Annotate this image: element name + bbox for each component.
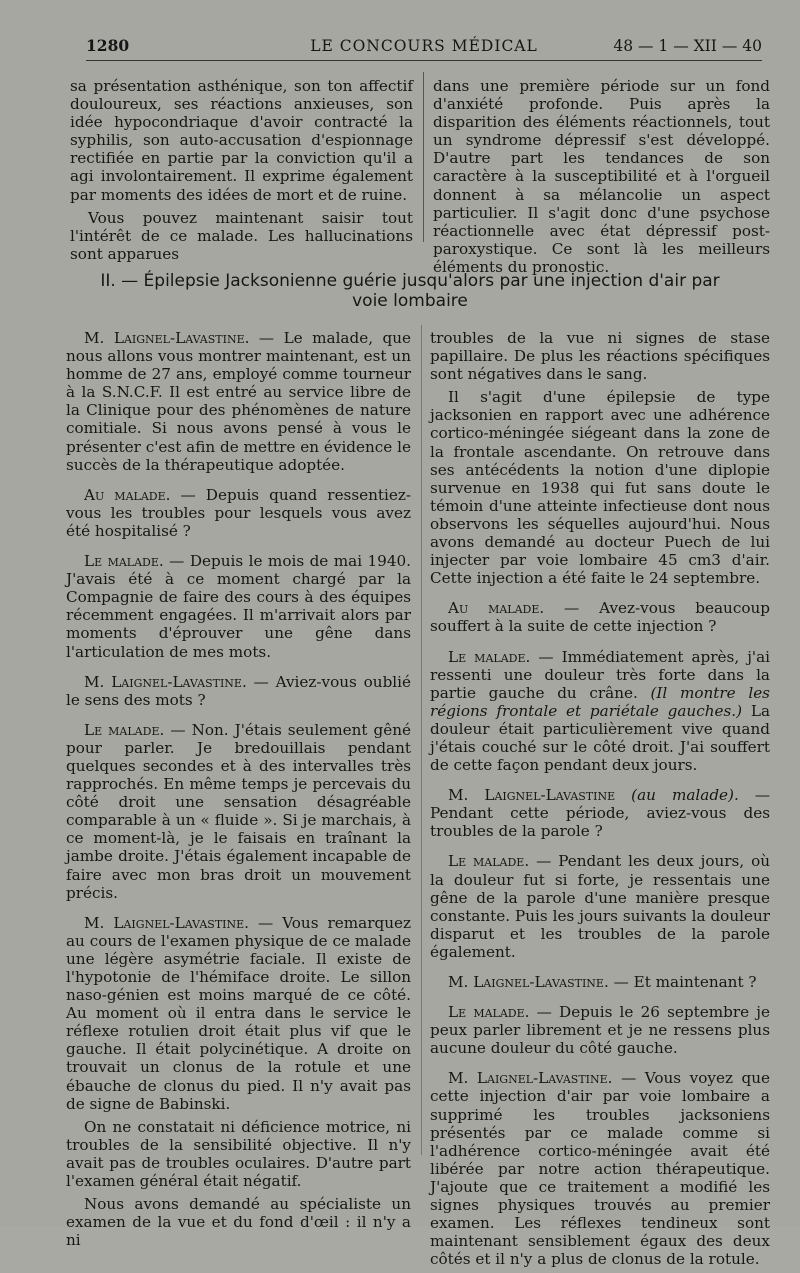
speech: — Pendant les deux jours, où la douleur fut si forte, je ressentais une gêne de la parole d'une manière presque constante. Puis les jours suivants la douleur disparut et les troubles de la parole également. [430, 852, 770, 961]
page-number: 1280 [86, 36, 130, 55]
speaker: M. Laignel-Lavastine. [84, 329, 250, 347]
paragraph: Vous pouvez maintenant saisir tout l'intérêt de ce malade. Les hallucinations sont apparues [70, 208, 413, 263]
speaker: Le malade. [448, 852, 530, 871]
paragraph: sa présentation asthénique, son ton affectif douloureux, ses réactions anxieuses, son idée hypocondriaque d'avoir contracté la syphilis, son auto-accusation d'espionnage rectifiée en partie par la conviction qu'il a agi involontairement. Il exprime également par moments des idées de mort et de ruine. [70, 77, 413, 204]
speech: — Vous voyez que cette injection d'air par voie lombaire a supprimé les troubles jacksoniens présentés par ce malade comme si l'adhérence cortico-méningée avait été libérée par notre action thérapeutique. J'ajoute que ce traitement a modifié les signes physiques trouvés au premier examen. Les réflexes tendineux sont maintenant sensiblement égaux des deux côtés et il n'y a plus de clonus de la rotule. [430, 1069, 770, 1269]
dialogue-paragraph [66, 552, 411, 661]
speech: — Le malade, que nous allons vous montrer maintenant, est un homme de 27 ans, employé comme tourneur à la S.N.C.F. Il est entré au service libre de la Clinique pour des phénomènes de nature comitiale. Si nous avons pensé à vous le présenter c'est afin de mettre en évidence le succès de la thérapeutique adoptée. [66, 329, 411, 474]
issue-info: 48 — 1 — XII — 40 [613, 37, 762, 55]
speaker: Au malade. [84, 485, 171, 504]
speaker: M. Laignel-Lavastine. [448, 1069, 613, 1088]
stage-direction: (Il montre les régions frontale et pariétale gauches.) [430, 683, 770, 720]
bottom-right-column [430, 329, 770, 1273]
top-left-column [70, 77, 413, 268]
column-divider [421, 325, 422, 1155]
section-title: II. — Épilepsie Jacksonienne guérie jusqu'alors par une injection d'air par voie lombaire [100, 271, 720, 311]
speaker: Le malade. [84, 552, 164, 571]
dialogue-paragraph [66, 486, 411, 540]
speech: — Aviez-vous oublié le sens des mots ? [66, 672, 411, 709]
speech: — Et maintenant ? [608, 973, 757, 991]
speaker: Au malade. [448, 599, 545, 618]
running-header [86, 36, 762, 61]
paragraph: troubles de la vue ni signes de stase papillaire. De plus les réactions spécifiques sont négatives dans le sang. [430, 329, 770, 384]
speech: — Non. J'étais seulement gêné pour parler. Je bredouillais pendant quelques secondes et à des intervalles très rapprochés. En même temps je percevais du côté droit une sensation désagréable comparable à un « fluide ». Si je marchais, à ce moment-là, je le faisais en traînant la jambe droite. J'étais également incapable de faire avec mon bras droit un mouvement précis. [66, 720, 411, 902]
speaker: M. Laignel-Lavastine. [84, 913, 249, 932]
dialogue-paragraph [66, 673, 411, 709]
speech: — Depuis le 26 septembre je peux parler librement et je ne ressens plus aucune douleur du côté gauche. [430, 1003, 770, 1058]
speech: — Depuis le mois de mai 1940. J'avais été à ce moment chargé par la Compagnie de faire des cours à des équipes récemment engagées. Il m'arrivait alors par moments d'éprouver une gêne dans l'articulation de mes mots. [66, 552, 411, 661]
speech: La douleur était particulièrement vive quand j'étais couché sur le côté droit. J'ai souffert de cette façon pendant deux jours. [430, 701, 770, 775]
speaker: Le malade. [448, 647, 531, 666]
dialogue-paragraph [430, 1003, 770, 1057]
speaker: M. Laignel-Lavastine. [448, 973, 609, 991]
paragraph: On ne constatait ni déficience motrice, ni troubles de la sensibilité objective. Il n'y avait pas de troubles oculaires. D'autre part l'examen général était négatif. [66, 1117, 411, 1191]
dialogue-paragraph [430, 599, 770, 635]
dialogue-paragraph [430, 852, 770, 961]
speech: — Vous remarquez au cours de l'examen physique de ce malade une légère asymétrie faciale. Il existe de l'hypotonie de l'hémiface droite. Le sillon naso-génien est moins marqué de ce côté. Au moment où il entra dans le service le réflexe rotulien droit était plus vif que le gauche. Il était polycinétique. A droite on trouvait un clonus de la rotule et une ébauche de clonus du pied. Il n'y avait pas de signe de Babinski. [66, 913, 411, 1113]
dialogue-paragraph [66, 914, 411, 1113]
stage-direction: (au malade). [615, 786, 739, 805]
speech: — Pendant cette période, aviez-vous des troubles de la parole ? [430, 786, 771, 841]
dialogue-paragraph [430, 648, 770, 775]
speaker: Le malade. [448, 1003, 530, 1022]
journal-title: LE CONCOURS MÉDICAL [310, 37, 538, 55]
dialogue-paragraph [66, 721, 411, 902]
speech: — Depuis quand ressentiez-vous les troubles pour lesquels vous avez été hospitalisé ? [66, 485, 411, 540]
bottom-left-column [66, 329, 411, 1254]
paragraph: Nous avons demandé au spécialiste un examen de la vue et du fond d'œil : il n'y a ni [66, 1195, 411, 1250]
dialogue-paragraph [430, 786, 770, 840]
top-right-column [433, 77, 770, 281]
paragraph: dans une première période sur un fond d'anxiété profonde. Puis après la disparition des éléments réactionnels, tout un syndrome dépressif s'est développé. D'autre part les tendances de son caractère à la susceptibilité et à l'orgueil donnent à sa mélancolie un aspect particulier. Il s'agit donc d'une psychose réactionnelle avec état dépressif post-paroxystique. Ce sont là les meilleurs éléments du pronostic. [433, 77, 770, 276]
speaker: M. Laignel-Lavastine [448, 786, 616, 805]
speech: — Immédiatement après, j'ai ressenti une douleur très forte dans la partie gauche du crâne. [430, 647, 771, 702]
speaker: M. Laignel-Lavastine. [84, 672, 247, 691]
column-divider [423, 72, 424, 242]
speech: — Avez-vous beaucoup souffert à la suite de cette injection ? [430, 599, 770, 636]
dialogue-paragraph [430, 973, 770, 991]
paragraph: Il s'agit d'une épilepsie de type jacksonien en rapport avec une adhérence cortico-méningée siégeant dans la zone de la frontale ascendante. On retrouve dans ses antécédents la notion d'une diplopie survenue en 1938 qui fut sans doute le témoin d'une atteinte infectieuse dont nous observons les séquelles aujourd'hui. Nous avons demandé au docteur Puech de lui injecter par voie lombaire 45 cm3 d'air. Cette injection a été faite le 24 septembre. [430, 388, 770, 588]
speaker: Le malade. [84, 720, 165, 739]
dialogue-paragraph [66, 329, 411, 474]
dialogue-paragraph [430, 1069, 770, 1268]
